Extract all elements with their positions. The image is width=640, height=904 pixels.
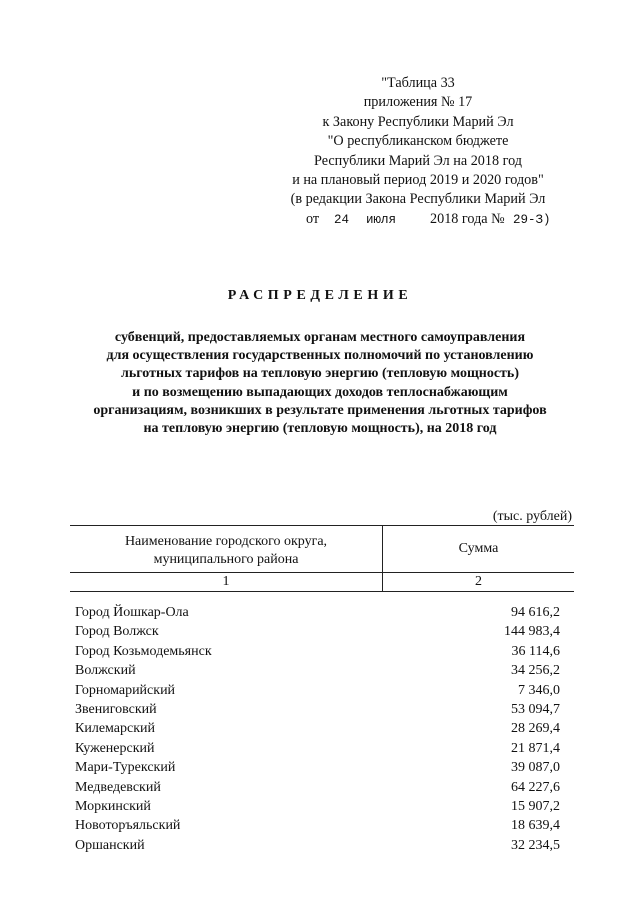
table-row: [70, 622, 574, 641]
table-row: [70, 603, 574, 622]
subventions-table: [70, 525, 574, 855]
column-header-name-line: муниципального района: [153, 552, 299, 567]
header-line-table: "Таблица 33: [381, 75, 455, 91]
header-line-law: к Закону Республики Марий Эл: [322, 113, 514, 130]
table-body: [70, 603, 574, 855]
header-date-line: [268, 210, 568, 230]
row-sum: 94 616,2: [511, 605, 560, 620]
row-name: Новоторъяльский: [75, 818, 181, 834]
table-row: [70, 836, 574, 855]
row-name: Город Йошкар-Ола: [75, 605, 189, 620]
row-sum: 21 871,4: [511, 740, 560, 756]
document-title: РАСПРЕДЕЛЕНИЕ: [227, 288, 413, 303]
row-sum: 39 087,0: [511, 760, 560, 776]
table-row: [70, 661, 574, 680]
row-name: Мари-Турекский: [75, 760, 176, 776]
subtitle-line: организациям, возникших в результате применения льготных тарифов: [93, 402, 547, 418]
column-header-sum: Сумма: [458, 541, 499, 556]
table-row: [70, 739, 574, 758]
column-number-1: 1: [70, 573, 383, 591]
table-row: [70, 758, 574, 777]
subtitle-line: на тепловую энергию (тепловую мощность), на 2018 год: [143, 421, 497, 437]
date-prefix: от: [306, 210, 320, 227]
table-row: [70, 719, 574, 738]
row-name: Волжский: [75, 663, 136, 679]
row-sum: 28 269,4: [511, 721, 560, 737]
date-year: 2018 года №: [430, 210, 505, 227]
column-header-name-line: Наименование городского округа,: [124, 534, 328, 549]
table-row: [70, 797, 574, 816]
column-number-row: [70, 573, 574, 592]
row-sum: 144 983,4: [504, 624, 560, 640]
header-line-appendix: приложения № 17: [363, 94, 473, 111]
row-name: Килемарский: [75, 721, 156, 737]
table-row: [70, 816, 574, 835]
row-sum: 15 907,2: [511, 798, 560, 814]
header-line-edition: (в редакции Закона Республики Марий Эл: [290, 191, 546, 208]
row-name: Звениговский: [75, 701, 157, 717]
row-name: Горномарийский: [75, 682, 176, 698]
row-sum: 36 114,6: [511, 643, 560, 659]
table-row: [70, 778, 574, 797]
date-day: 24: [334, 212, 350, 227]
table-row: [70, 642, 574, 661]
document-subtitle: [70, 329, 570, 438]
row-name: Город Волжск: [75, 624, 159, 640]
table-row: [70, 700, 574, 719]
column-number-2: 2: [475, 574, 482, 589]
header-line-year: Республики Марий Эл на 2018 год: [314, 152, 522, 169]
row-sum: 64 227,6: [511, 779, 560, 795]
row-name: Куженерский: [75, 740, 155, 756]
row-sum: 53 094,7: [511, 701, 560, 717]
row-sum: 18 639,4: [511, 818, 560, 834]
law-reference-header: [268, 74, 568, 230]
header-line-budget: "О республиканском бюджете: [327, 133, 509, 150]
row-name: Город Козьмодемьянск: [75, 643, 212, 659]
header-line-period: и на плановый период 2019 и 2020 годов": [292, 172, 544, 189]
column-header-name: [70, 526, 383, 572]
subtitle-line: и по возмещению выпадающих доходов теплоснабжающим: [132, 384, 508, 400]
units-label: (тыс. рублей): [492, 509, 572, 524]
subtitle-line: льготных тарифов на тепловую энергию (тепловую мощность): [120, 366, 519, 382]
subtitle-line: для осуществления государственных полномочий по установлению: [106, 348, 534, 364]
date-month: июля: [366, 212, 397, 227]
row-sum: 32 234,5: [511, 837, 560, 853]
row-name: Медведевский: [75, 779, 161, 795]
subtitle-line: субвенций, предоставляемых органам местного самоуправления: [114, 330, 526, 345]
row-sum: 7 346,0: [518, 682, 560, 698]
table-row: [70, 681, 574, 700]
table-header: [70, 525, 574, 573]
row-name: Оршанский: [75, 837, 145, 853]
law-number: 29-З): [513, 212, 551, 227]
row-sum: 34 256,2: [511, 663, 560, 679]
row-name: Моркинский: [75, 798, 151, 814]
